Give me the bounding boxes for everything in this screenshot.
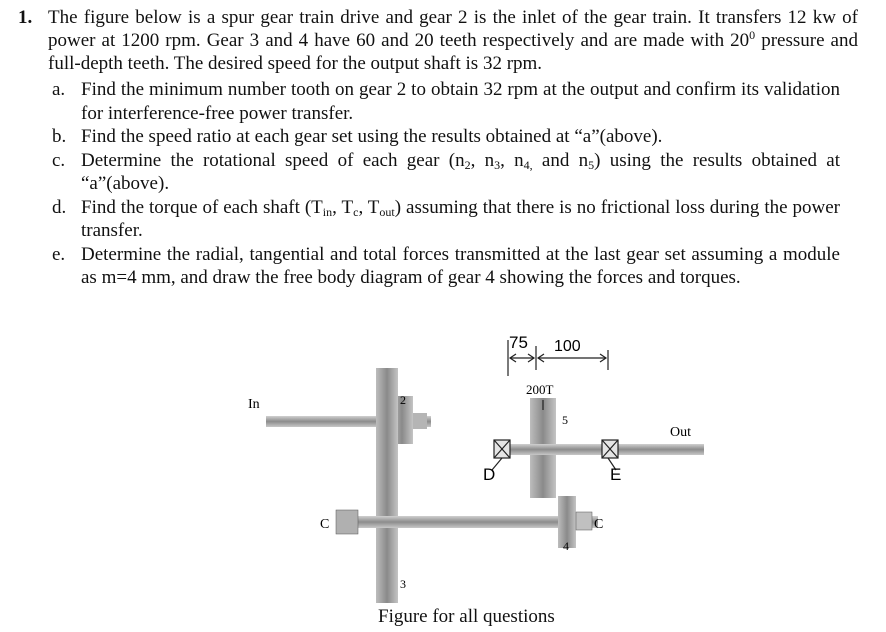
dim-75-label: 75 [509,333,528,352]
part-c: c. Determine the rotational speed of each gear ($n_2$, $n_3$, $n_{4,}$ and $n_5$) using the results obtained at “a”(above). [52,149,840,194]
label-bearing-d: D [483,465,496,484]
label-out: Out [670,425,691,440]
label-gear-4: 4 [563,539,569,553]
label-gear-2: 2 [400,393,406,407]
dim-100-label: 100 [554,338,581,355]
part-a: a. Find the minimum number tooth on gear 2 to obtain 32 rpm at the output and confirm its validation for interference-free power transfer. [52,79,840,124]
bearing-c-left [336,510,358,534]
question-number: 1. [18,7,33,28]
gear-2-hub [413,413,427,429]
output-shaft [494,444,704,455]
figure-caption: Figure for all questions [378,606,555,627]
degree-mark: 0 [749,28,756,42]
part-b: b. Find the speed ratio at each gear set using the results obtained at “a”(above). [52,126,663,147]
label-c-left: C [320,517,330,532]
part-e: e. Determine the radial, tangential and total forces transmitted at the last gear set assuming a module as m=4 mm, and draw the free body diagram of gear 4 showing the forces and torques. [52,243,840,288]
gear-train-diagram [236,318,716,608]
label-gear-5: 5 [562,413,568,427]
label-200t: 200T [526,382,554,397]
label-in: In [248,397,260,412]
label-gear-3: 3 [400,577,406,591]
question-1 [18,6,858,75]
question-text: The figure below is a spur gear train drive and gear 2 is the inlet of the gear train. It transfers 12 kw of power at 1200 rpm. Gear 3 and 4 have 60 and 20 teeth respectively and are made with $20^0$ pressure and full-depth teeth. The desired speed for the output shaft is 32 rpm. [48,7,858,74]
gear-3 [376,368,398,603]
question-parts [52,78,840,290]
label-bearing-e: E [610,465,622,484]
bearing-c-right [576,512,592,530]
label-c-right: C [594,517,604,532]
part-d: d. Find the torque of each shaft ($T_{in}$, $T_c$, $T_{out}$) assuming that there is no frictional loss during the power transfer. [52,196,840,241]
gear-train-figure [236,318,716,628]
